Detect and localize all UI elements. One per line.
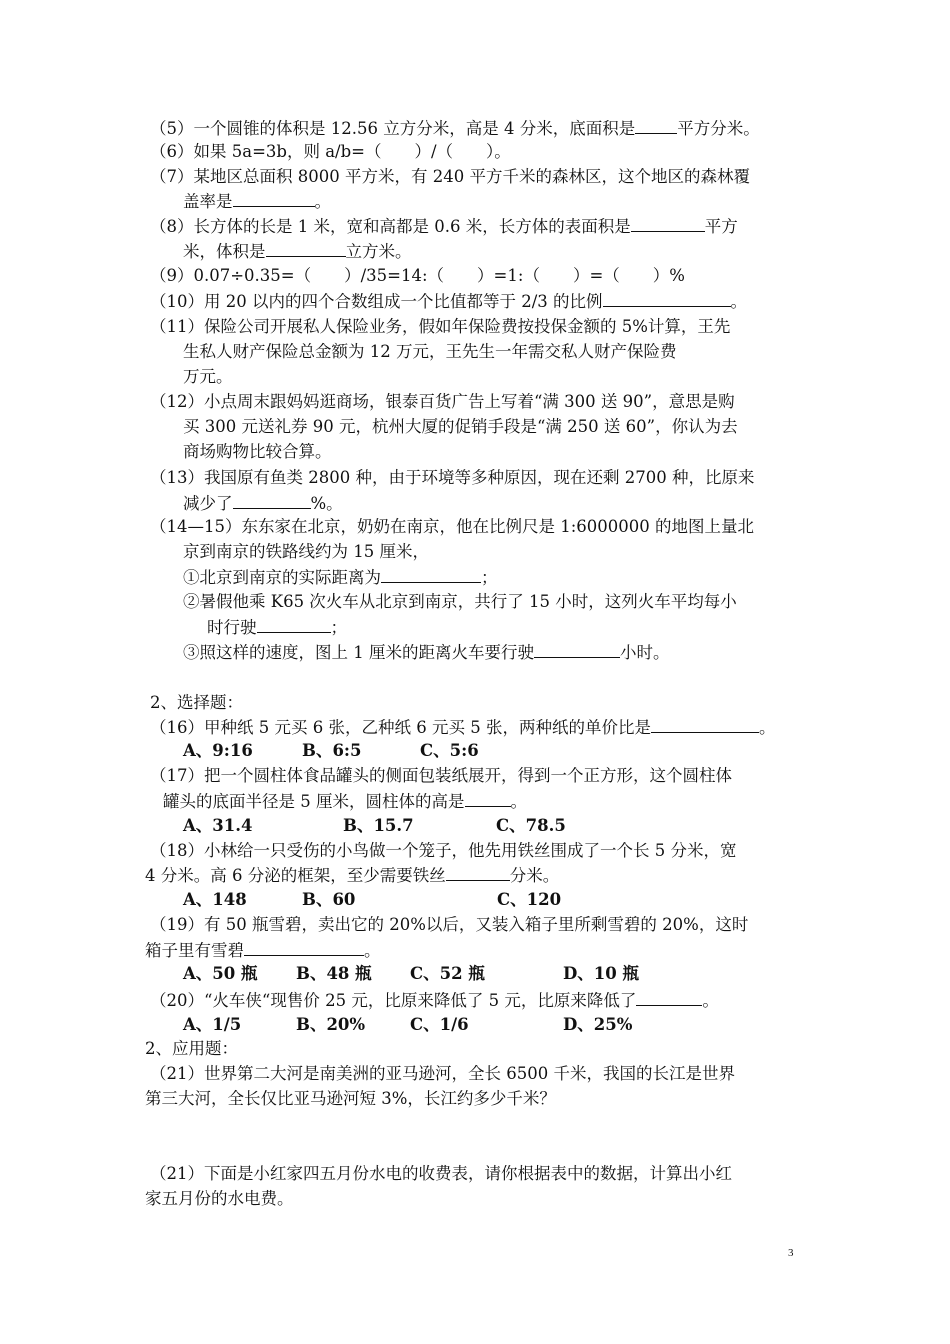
page-number: 3 — [788, 1247, 794, 1259]
sub-question-2-text: 时行驶 — [207, 618, 257, 637]
question-8-unit: 平方 — [704, 217, 738, 236]
question-13-line-2 — [183, 492, 343, 515]
question-12-line-2: 买 300 元送礼券 90 元，杭州大厦的促销手段是“满 250 送 60”，你认为去 — [183, 417, 738, 436]
question-10 — [150, 290, 747, 313]
question-7-end: 。 — [314, 192, 331, 211]
option-c[interactable]: C、52 瓶 — [410, 964, 485, 983]
sub-question-3-unit: 小时。 — [620, 643, 670, 662]
option-b[interactable]: B、48 瓶 — [296, 964, 372, 983]
question-13-line-1: （13）我国原有鱼类 2800 种，由于环境等多种原因，现在还剩 2700 种，比原来 — [150, 468, 755, 487]
option-a[interactable]: A、31.4 — [183, 816, 253, 835]
question-11-line-3: 万元。 — [183, 367, 233, 386]
answer-blank[interactable] — [636, 989, 702, 1006]
question-20-text: （20）“火车侠“现售价 25 元，比原来降低了 5 元，比原来降低了 — [150, 991, 637, 1010]
answer-blank[interactable] — [244, 939, 364, 956]
option-b[interactable]: B、6:5 — [302, 741, 362, 760]
question-9: （9）0.07÷0.35=（ ）/35=14:（ ）=1:（ ）=（ ）% — [150, 266, 685, 285]
option-b[interactable]: B、20% — [296, 1015, 366, 1034]
sub-question-1 — [183, 566, 498, 589]
option-b[interactable]: B、15.7 — [343, 816, 414, 835]
sub-question-1-text: ①北京到南京的实际距离为 — [183, 568, 381, 587]
section-heading-choice: 2、选择题： — [150, 693, 243, 712]
question-16-text: （16）甲种纸 5 元买 6 张，乙种纸 6 元买 5 张，两种纸的单价比是 — [150, 718, 651, 737]
option-c[interactable]: C、1/6 — [410, 1015, 469, 1034]
question-7-line-1: （7）某地区总面积 8000 平方米，有 240 平方千米的森林区，这个地区的森林覆 — [150, 167, 750, 186]
question-5 — [150, 117, 760, 140]
question-8-line-2 — [183, 240, 412, 263]
answer-blank[interactable] — [534, 641, 620, 658]
answer-blank[interactable] — [257, 616, 331, 633]
question-16 — [150, 716, 775, 739]
sub-question-3-text: ③照这样的速度，图上 1 厘米的距离火车要行驶 — [183, 643, 534, 662]
question-19-end: 。 — [364, 941, 381, 960]
sub-question-1-end: ； — [481, 568, 498, 587]
answer-blank[interactable] — [446, 864, 510, 881]
question-14-line-1: （14—15）东东家在北京，奶奶在南京，他在比例尺是 1:6000000 的地图上量北 — [150, 517, 755, 536]
question-17-line-1: （17）把一个圆柱体食品罐头的侧面包装纸展开，得到一个正方形，这个圆柱体 — [150, 766, 732, 785]
sub-question-2-end: ； — [330, 618, 347, 637]
option-a[interactable]: A、1/5 — [183, 1015, 242, 1034]
question-17-text: 罐头的底面半径是 5 厘米，圆柱体的高是 — [163, 792, 465, 811]
question-21b-line-2: 家五月份的水电费。 — [145, 1189, 294, 1208]
question-7-line-2 — [183, 190, 331, 213]
answer-blank[interactable] — [233, 190, 315, 207]
option-a[interactable]: A、9:16 — [183, 741, 253, 760]
question-13-unit: %。 — [310, 494, 343, 513]
question-18-line-2 — [145, 864, 559, 887]
option-d[interactable]: D、10 瓶 — [563, 964, 640, 983]
answer-blank[interactable] — [381, 566, 481, 583]
question-6: （6）如果 5a=3b，则 a/b=（ ）/（ ）。 — [150, 142, 511, 161]
answer-blank[interactable] — [635, 117, 677, 134]
question-18-line-1: （18）小林给一只受伤的小鸟做一个笼子，他先用铁丝围成了一个长 5 分米，宽 — [150, 841, 737, 860]
option-c[interactable]: C、120 — [497, 890, 562, 909]
question-5-unit: 平方分米。 — [677, 119, 760, 138]
question-20 — [150, 989, 719, 1012]
question-18-text: 4 分米。高 6 分泌的框架，至少需要铁丝 — [145, 866, 446, 885]
question-19-line-1: （19）有 50 瓶雪碧，卖出它的 20%以后，又装入箱子里所剩雪碧的 20%，这时 — [150, 915, 749, 934]
question-7-text: 盖率是 — [183, 192, 233, 211]
question-11-line-1: （11）保险公司开展私人保险业务，假如年保险费按投保金额的 5%计算，王先 — [150, 317, 731, 336]
option-b[interactable]: B、60 — [302, 890, 356, 909]
option-c[interactable]: C、78.5 — [496, 816, 566, 835]
question-10-text: （10）用 20 以内的四个合数组成一个比值都等于 2/3 的比例 — [150, 292, 603, 311]
answer-blank[interactable] — [603, 290, 731, 307]
answer-blank[interactable] — [233, 492, 311, 509]
question-16-end: 。 — [758, 718, 776, 737]
question-19-line-2 — [145, 939, 381, 962]
option-d[interactable]: D、25% — [563, 1015, 633, 1034]
question-12-line-1: （12）小点周末跟妈妈逛商场，银泰百货广告上写着“满 300 送 90”，意思是购 — [150, 392, 735, 411]
question-21a-line-1: （21）世界第二大河是南美洲的亚马逊河，全长 6500 千米，我国的长江是世界 — [150, 1064, 735, 1083]
question-5-text: （5）一个圆锥的体积是 12.56 立方分米，高是 4 分米，底面积是 — [150, 119, 636, 138]
question-11-line-2: 生私人财产保险总金额为 12 万元，王先生一年需交私人财产保险费 — [183, 342, 677, 361]
question-20-end: 。 — [702, 991, 719, 1010]
question-21b-line-1: （21）下面是小红家四五月份水电的收费表，请你根据表中的数据，计算出小红 — [150, 1164, 732, 1183]
question-8-text: （8）长方体的长是 1 米，宽和高都是 0.6 米，长方体的表面积是 — [150, 217, 631, 236]
question-13-text: 减少了 — [183, 494, 233, 513]
question-12-line-3: 商场购物比较合算。 — [183, 442, 332, 461]
option-c[interactable]: C、5:6 — [420, 741, 479, 760]
question-14-line-2: 京到南京的铁路线约为 15 厘米， — [183, 542, 429, 561]
option-a[interactable]: A、148 — [183, 890, 247, 909]
question-8-line-1 — [150, 215, 738, 238]
answer-blank[interactable] — [465, 790, 511, 807]
question-17-end: 。 — [510, 792, 527, 811]
question-21a-line-2: 第三大河，全长仅比亚马逊河短 3%，长江约多少千米？ — [145, 1089, 556, 1108]
option-a[interactable]: A、50 瓶 — [183, 964, 258, 983]
question-19-text: 箱子里有雪碧 — [145, 941, 244, 960]
answer-blank[interactable] — [651, 716, 759, 733]
sub-question-2-line-2 — [207, 616, 347, 639]
question-10-end: 。 — [730, 292, 748, 311]
question-18-unit: 分米。 — [509, 866, 560, 885]
question-8-text-2: 米，体积是 — [183, 242, 266, 261]
question-8-unit-2: 立方米。 — [345, 242, 412, 261]
section-heading-application: 2、应用题： — [145, 1039, 238, 1058]
answer-blank[interactable] — [631, 215, 705, 232]
question-17-line-2 — [163, 790, 527, 813]
sub-question-2-line-1: ②暑假他乘 K65 次火车从北京到南京，共行了 15 小时，这列火车平均每小 — [183, 592, 737, 611]
answer-blank[interactable] — [266, 240, 346, 257]
sub-question-3 — [183, 641, 670, 664]
